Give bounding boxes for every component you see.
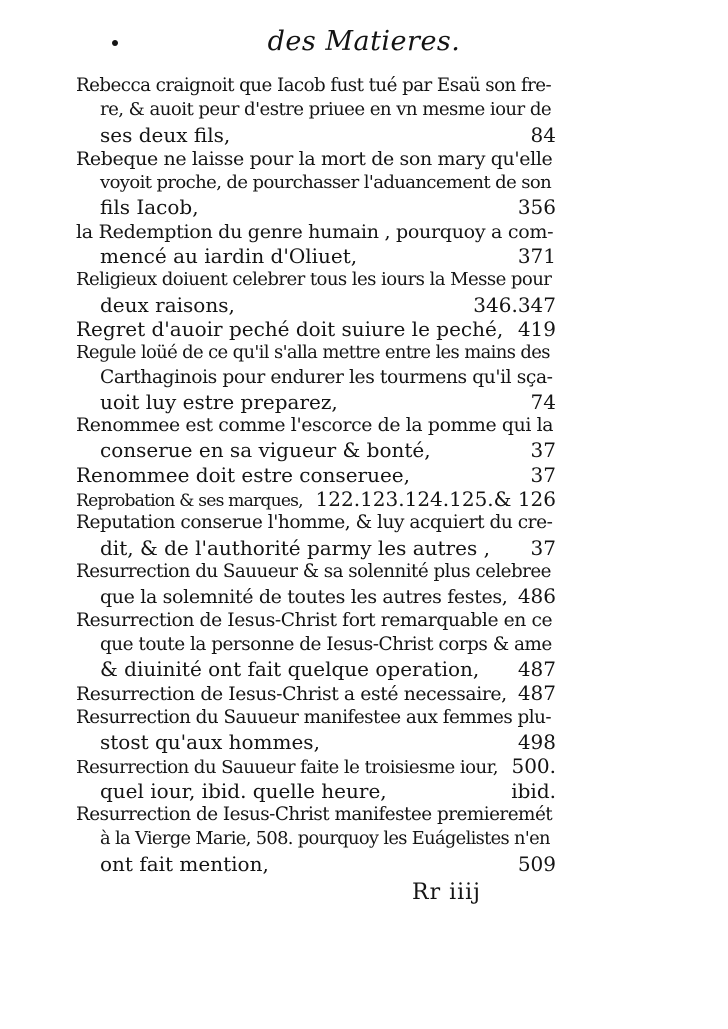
index-entry bbox=[76, 341, 556, 414]
entry-line bbox=[76, 463, 556, 487]
index-entries bbox=[76, 74, 556, 876]
entry-line bbox=[76, 511, 556, 535]
page-reference: 37 bbox=[530, 462, 556, 487]
entry-text: Renommee est comme l'escorce de la pomme qui la bbox=[76, 415, 554, 437]
page-reference: 419 bbox=[517, 316, 556, 341]
page-reference: 487 bbox=[517, 681, 556, 706]
index-entry bbox=[76, 487, 556, 511]
page-reference: 74 bbox=[530, 389, 556, 414]
entry-text: que toute la personne de Iesus-Christ corps & ame bbox=[100, 633, 552, 655]
page-reference: 509 bbox=[517, 851, 556, 876]
entry-line bbox=[76, 74, 556, 98]
entry-text: dit, & de l'authorité parmy les autres , bbox=[100, 535, 490, 560]
entry-text: uoit luy estre preparez, bbox=[100, 389, 338, 414]
entry-line bbox=[76, 147, 556, 171]
signature-mark: Rr iiij bbox=[412, 880, 482, 905]
entry-text: Resurrection de Iesus-Christ manifestee premieremét bbox=[76, 803, 553, 825]
entry-line bbox=[76, 195, 556, 219]
page-reference: 498 bbox=[517, 730, 556, 755]
entry-text: fils Iacob, bbox=[100, 195, 199, 220]
index-entry bbox=[76, 560, 556, 609]
entry-line bbox=[76, 706, 556, 730]
entry-line bbox=[76, 609, 556, 633]
page-reference: 84 bbox=[530, 122, 556, 147]
running-header: des Matieres. bbox=[267, 26, 461, 57]
page-reference: ibid. bbox=[511, 778, 556, 803]
entry-text: la Redemption du genre humain , pourquoy a com- bbox=[76, 220, 554, 243]
index-entry bbox=[76, 414, 556, 463]
entry-line bbox=[76, 220, 556, 244]
entry-line bbox=[76, 171, 556, 195]
index-entry bbox=[76, 147, 556, 220]
entry-text: stost qu'aux hommes, bbox=[100, 730, 320, 755]
entry-line bbox=[76, 536, 556, 560]
entry-line bbox=[76, 754, 556, 778]
entry-text: Renommee doit estre conseruee, bbox=[76, 462, 410, 487]
entry-text: à la Vierge Marie, 508. pourquoy les Euágelistes n'en bbox=[100, 828, 550, 850]
entry-text: Resurrection du Sauueur manifestee aux femmes plu- bbox=[76, 706, 552, 728]
page-reference: 37 bbox=[530, 438, 556, 463]
entry-text: Resurrection du Sauueur faite le troisiesme iour, bbox=[76, 757, 498, 779]
entry-line bbox=[76, 341, 556, 365]
page-reference: 487 bbox=[517, 657, 556, 682]
page-reference: 346.347 bbox=[473, 292, 556, 317]
entry-text: voyoit proche, de pourchasser l'aduancement de son bbox=[100, 172, 552, 194]
entry-text: Resurrection de Iesus-Christ fort remarquable en ce bbox=[76, 609, 553, 631]
entry-line bbox=[76, 560, 556, 584]
entry-line bbox=[76, 366, 556, 390]
index-entry bbox=[76, 74, 556, 147]
entry-line bbox=[76, 244, 556, 268]
entry-text: Rebecca craignoit que Iacob fust tué par Esaü son fre- bbox=[76, 75, 552, 96]
entry-line bbox=[76, 293, 556, 317]
page-reference: 356 bbox=[517, 195, 556, 220]
entry-line bbox=[76, 123, 556, 147]
entry-text: deux raisons, bbox=[100, 292, 235, 317]
entry-line bbox=[76, 852, 556, 876]
index-entry bbox=[76, 754, 556, 803]
entry-text: Carthaginois pour endurer les tourmens qu'il sça- bbox=[100, 366, 553, 388]
entry-line bbox=[76, 438, 556, 462]
entry-text: & diuinité ont fait quelque operation, bbox=[100, 657, 480, 682]
entry-text: que la solemnité de toutes les autres festes, bbox=[100, 586, 508, 609]
index-entry bbox=[76, 220, 556, 269]
index-entry bbox=[76, 803, 556, 876]
page-reference: 371 bbox=[517, 244, 556, 269]
entry-line bbox=[76, 779, 556, 803]
entry-text: conserue en sa vigueur & bonté, bbox=[100, 438, 431, 463]
index-entry bbox=[76, 268, 556, 317]
entry-line bbox=[76, 584, 556, 608]
entry-text: Resurrection du Sauueur & sa solennité plus celebree bbox=[76, 560, 551, 582]
page-reference: 486 bbox=[517, 584, 556, 609]
index-entry bbox=[76, 706, 556, 755]
entry-text: Rebeque ne laisse pour la mort de son mary qu'elle bbox=[76, 147, 553, 170]
entry-text: quel iour, ibid. quelle heure, bbox=[100, 778, 387, 803]
entry-line bbox=[76, 827, 556, 851]
entry-text: mencé au iardin d'Oliuet, bbox=[100, 244, 358, 269]
page-reference: 500. bbox=[511, 754, 556, 779]
entry-text: re, & auoit peur d'estre priuee en vn mesme iour de bbox=[100, 99, 552, 121]
page-reference: 122.123.124.125.& 126 bbox=[315, 487, 556, 512]
index-entry bbox=[76, 463, 556, 487]
index-entry bbox=[76, 317, 556, 341]
entry-text: ont fait mention, bbox=[100, 851, 269, 876]
entry-text: Reprobation & ses marques, bbox=[76, 491, 303, 512]
entry-line bbox=[76, 730, 556, 754]
entry-text: Resurrection de Iesus-Christ a esté necessaire, bbox=[76, 684, 507, 706]
entry-text: ses deux fils, bbox=[100, 122, 231, 147]
entry-text: Religieux doiuent celebrer tous les iours la Messe pour bbox=[76, 269, 552, 291]
entry-line bbox=[76, 657, 556, 681]
index-entry bbox=[76, 609, 556, 682]
entry-line bbox=[76, 681, 556, 705]
entry-line bbox=[76, 487, 556, 511]
entry-line bbox=[76, 803, 556, 827]
entry-text: Regret d'auoir peché doit suiure le peché, bbox=[76, 316, 504, 341]
index-entry bbox=[76, 511, 556, 560]
entry-text: Reputation conserue l'homme, & luy acquiert du cre- bbox=[76, 512, 553, 534]
entry-text: Regule loüé de ce qu'il s'alla mettre entre les mains des bbox=[76, 342, 550, 364]
entry-line bbox=[76, 268, 556, 292]
entry-line bbox=[76, 390, 556, 414]
entry-line bbox=[76, 633, 556, 657]
entry-line bbox=[76, 317, 556, 341]
entry-line bbox=[76, 414, 556, 438]
index-entry bbox=[76, 681, 556, 705]
page-reference: 37 bbox=[530, 535, 556, 560]
entry-line bbox=[76, 98, 556, 122]
